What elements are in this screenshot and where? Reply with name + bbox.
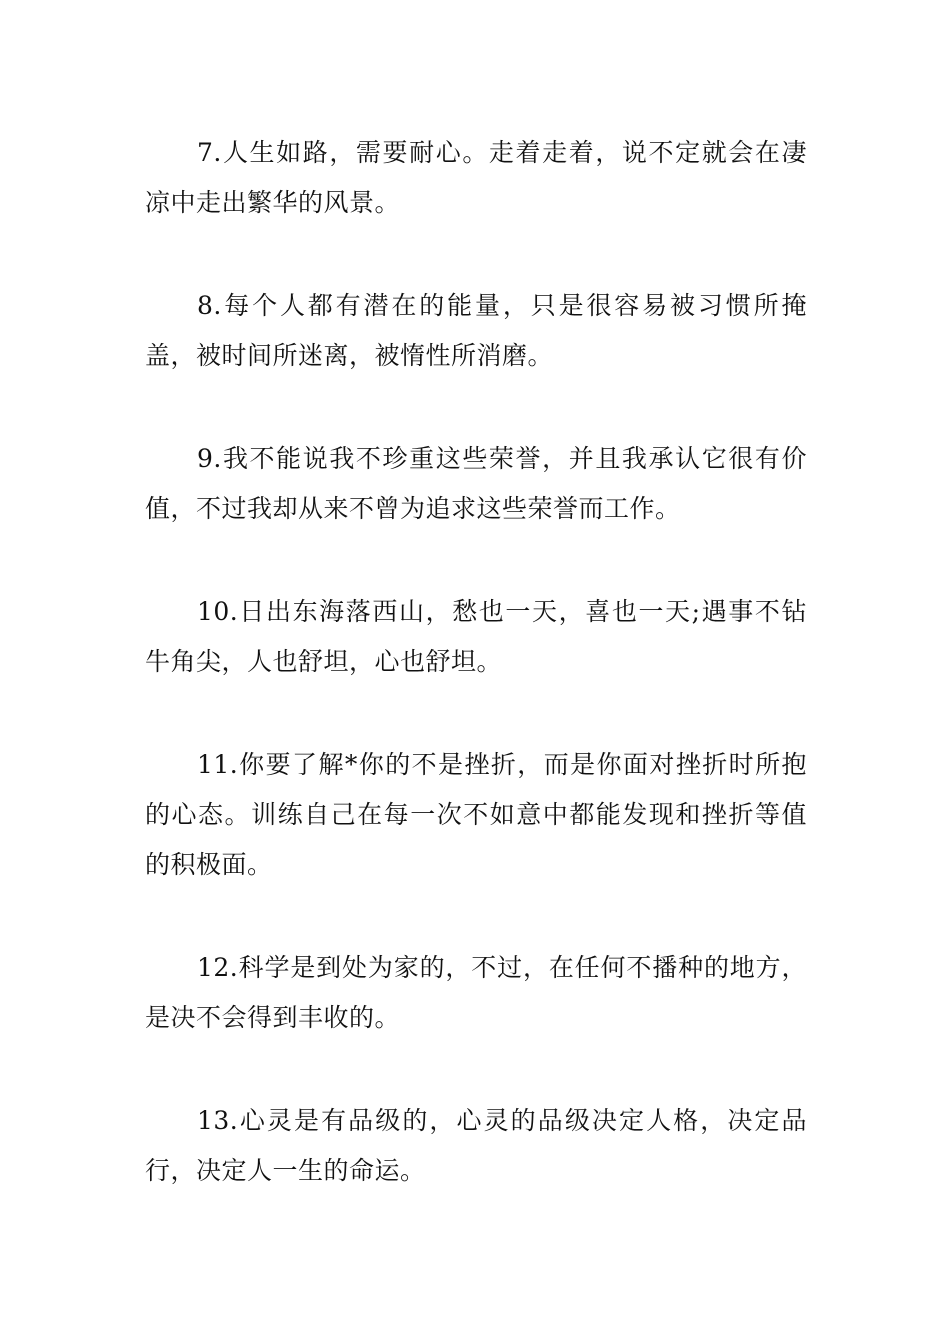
paragraph-7: 7.人生如路，需要耐心。走着走着，说不定就会在凄凉中走出繁华的风景。	[145, 138, 807, 217]
paragraph-12: 12.科学是到处为家的，不过，在任何不播种的地方，是决不会得到丰收的。	[145, 953, 807, 1032]
paragraph-8: 8.每个人都有潜在的能量，只是很容易被习惯所掩盖，被时间所迷离，被惰性所消磨。	[145, 291, 807, 370]
paragraph-10: 10.日出东海落西山，愁也一天，喜也一天;遇事不钻牛角尖，人也舒坦，心也舒坦。	[145, 597, 807, 676]
document-body	[145, 128, 807, 1249]
paragraph-11: 11.你要了解*你的不是挫折，而是你面对挫折时所抱的心态。训练自己在每一次不如意中都能发现和挫折等值的积极面。	[145, 750, 807, 879]
paragraph-13: 13.心灵是有品级的，心灵的品级决定人格，决定品行，决定人一生的命运。	[145, 1106, 807, 1185]
paragraph-9: 9.我不能说我不珍重这些荣誉，并且我承认它很有价值，不过我却从来不曾为追求这些荣誉而工作。	[145, 444, 807, 523]
